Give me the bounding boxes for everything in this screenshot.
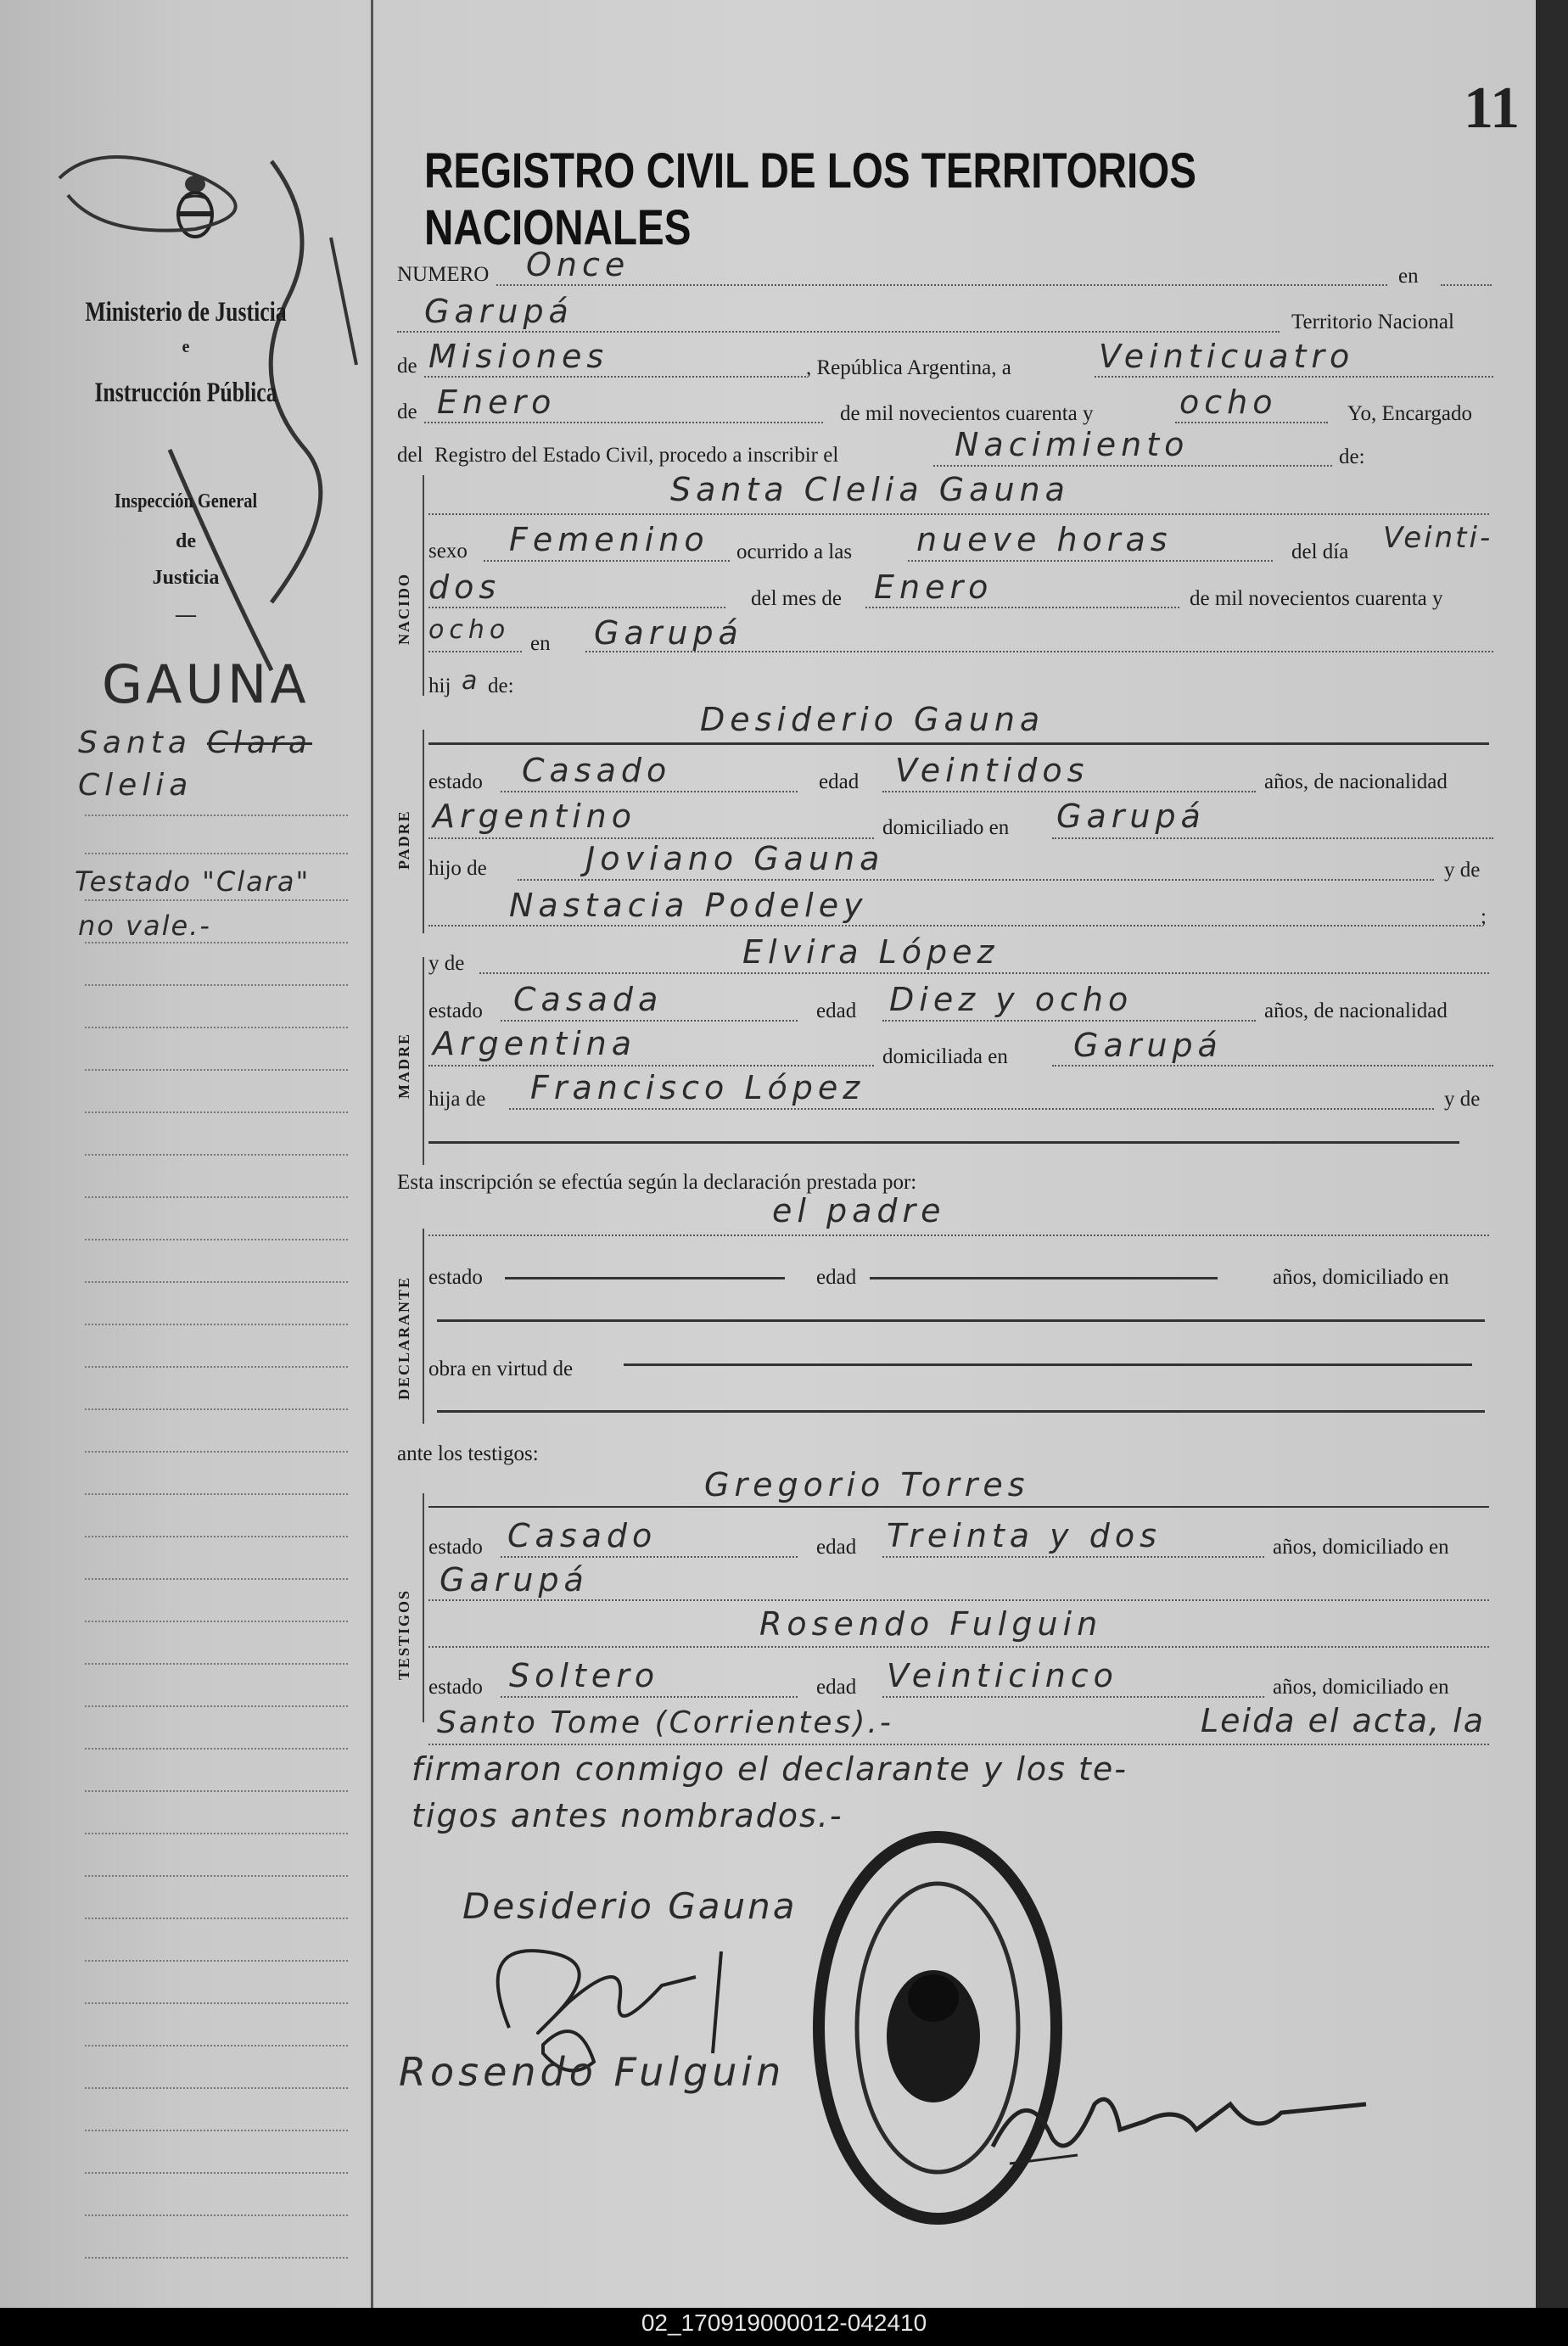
value-anio-registro: ocho bbox=[1179, 384, 1278, 421]
label-estado-t1: estado bbox=[428, 1536, 483, 1559]
value-acto: Nacimiento bbox=[955, 426, 1190, 463]
label-anos-dom-decl: años, domiciliado en bbox=[1273, 1266, 1449, 1289]
document-title: REGISTRO CIVIL DE LOS TERRITORIOS NACIONALES bbox=[424, 143, 1196, 255]
margin-note-1: Testado "Clara" bbox=[75, 865, 311, 898]
label-ocurrido: ocurrido a las bbox=[736, 540, 853, 563]
value-hora: nueve horas bbox=[916, 521, 1173, 558]
signature-encargado bbox=[976, 2070, 1383, 2172]
label-hija-de: hija de bbox=[428, 1088, 486, 1111]
label-anos-dom-t2: años, domiciliado en bbox=[1273, 1676, 1449, 1699]
value-anio-nac: ocho bbox=[428, 615, 511, 645]
margin-given-1: Santa bbox=[78, 725, 192, 760]
label-registro: Registro del Estado Civil, procedo a inscribir el bbox=[434, 444, 839, 467]
madre-padre: Francisco López bbox=[530, 1069, 865, 1106]
label-declaracion: Esta inscripción se efectúa según la declaración prestada por: bbox=[397, 1171, 917, 1194]
label-en: en bbox=[1398, 265, 1419, 288]
label-y-de-padre: y de bbox=[1444, 859, 1481, 882]
label-domiciliado-padre: domiciliado en bbox=[882, 816, 1010, 839]
padre-estado: Casado bbox=[522, 752, 672, 789]
label-edad-decl: edad bbox=[816, 1266, 857, 1289]
margin-given-2: Clelia bbox=[78, 768, 193, 803]
label-de-mil-2: de mil novecientos cuarenta y bbox=[1190, 587, 1443, 610]
label-yo-encargado: Yo, Encargado bbox=[1347, 402, 1472, 425]
testigo2-estado: Soltero bbox=[509, 1657, 660, 1694]
side-label-declarante: DECLARANTE bbox=[395, 1275, 412, 1400]
testigo1-nombre: Gregorio Torres bbox=[704, 1466, 1030, 1503]
label-estado-t2: estado bbox=[428, 1676, 483, 1699]
testigo2-nombre: Rosendo Fulguin bbox=[759, 1605, 1103, 1643]
value-mes-nac: Enero bbox=[874, 568, 994, 606]
inspection-dash: — bbox=[176, 604, 196, 626]
lectura-line-2: firmaron conmigo el declarante y los te- bbox=[412, 1750, 1128, 1788]
label-de-mil: de mil novecientos cuarenta y bbox=[840, 402, 1094, 425]
label-edad-madre: edad bbox=[816, 999, 857, 1022]
side-label-testigos: TESTIGOS bbox=[395, 1588, 412, 1680]
margin-divider bbox=[371, 0, 373, 2308]
ministry-line-2: Instrucción Pública bbox=[94, 378, 277, 408]
label-anos-nac-padre: años, de nacionalidad bbox=[1264, 770, 1448, 793]
madre-nombre: Elvira López bbox=[742, 933, 1000, 971]
padre-madre: Nastacia Podeley bbox=[509, 887, 868, 924]
value-territorio: Misiones bbox=[428, 338, 609, 375]
label-y-de-madre: y de bbox=[428, 952, 465, 975]
testigo2-domicilio: Santo Tome (Corrientes).- bbox=[437, 1705, 893, 1740]
value-numero: Once bbox=[526, 246, 630, 283]
madre-edad: Diez y ocho bbox=[889, 981, 1134, 1018]
lectura-line-3: tigos antes nombrados.- bbox=[412, 1797, 843, 1834]
value-dia-nac-1: Veinti- bbox=[1383, 521, 1493, 555]
label-republica: , República Argentina, a bbox=[806, 356, 1011, 379]
label-anos-dom-t1: años, domiciliado en bbox=[1273, 1536, 1449, 1559]
madre-domicilio: Garupá bbox=[1073, 1027, 1223, 1064]
value-mes-registro: Enero bbox=[437, 384, 557, 421]
value-nombre: Santa Clelia Gauna bbox=[670, 471, 1070, 508]
label-anos-nac-madre: años, de nacionalidad bbox=[1264, 999, 1448, 1022]
padre-nacionalidad: Argentino bbox=[433, 798, 636, 835]
testigo2-edad: Veinticinco bbox=[887, 1657, 1118, 1694]
label-del-mes: del mes de bbox=[751, 587, 842, 610]
padre-padre: Joviano Gauna bbox=[585, 840, 885, 877]
label-obra-virtud: obra en virtud de bbox=[428, 1358, 574, 1380]
label-de-colon: de: bbox=[1339, 445, 1365, 468]
testigo1-domicilio: Garupá bbox=[440, 1561, 589, 1599]
page-right-edge bbox=[1536, 0, 1568, 2308]
label-de-1: de bbox=[397, 355, 417, 378]
folio-number: 11 bbox=[1464, 76, 1520, 141]
testigo1-edad: Treinta y dos bbox=[887, 1517, 1162, 1554]
padre-edad: Veintidos bbox=[895, 752, 1089, 789]
label-en-nac: en bbox=[530, 632, 551, 655]
label-edad-padre: edad bbox=[819, 770, 860, 793]
side-label-madre: MADRE bbox=[395, 1033, 412, 1099]
label-y-de-madre-2: y de bbox=[1444, 1088, 1481, 1111]
margin-given-struck: Clara bbox=[206, 725, 312, 760]
margin-note-2: no vale.- bbox=[78, 910, 211, 942]
label-semicolon: ; bbox=[1481, 905, 1487, 928]
ministry-e: e bbox=[182, 338, 190, 356]
value-sexo: Femenino bbox=[509, 521, 709, 558]
label-sexo: sexo bbox=[428, 540, 468, 563]
label-edad-t1: edad bbox=[816, 1536, 857, 1559]
value-hij-suffix: a bbox=[462, 666, 483, 696]
madre-estado: Casada bbox=[513, 981, 664, 1018]
label-numero: NUMERO bbox=[397, 263, 490, 286]
padre-nombre: Desiderio Gauna bbox=[700, 701, 1045, 738]
label-edad-t2: edad bbox=[816, 1676, 857, 1699]
label-estado-decl: estado bbox=[428, 1266, 483, 1289]
label-hijo-de: hijo de bbox=[428, 857, 487, 880]
signature-rosendo: Rosendo Fulguin bbox=[399, 2049, 786, 2095]
label-hij: hij bbox=[428, 675, 451, 697]
inspection-line-2: Justicia bbox=[152, 567, 220, 589]
madre-nacionalidad: Argentina bbox=[433, 1025, 637, 1062]
label-del: del bbox=[397, 444, 423, 467]
footer-code: 02_170919000012-042410 bbox=[641, 2310, 927, 2336]
label-del-dia: del día bbox=[1291, 540, 1349, 563]
label-domiciliada: domiciliada en bbox=[882, 1045, 1008, 1068]
label-estado-madre: estado bbox=[428, 999, 483, 1022]
label-estado-padre: estado bbox=[428, 770, 483, 793]
label-hij-de: de: bbox=[488, 675, 514, 697]
label-de-2: de bbox=[397, 400, 417, 423]
ministry-line-1: Ministerio de Justicia bbox=[85, 297, 287, 328]
testigo1-estado: Casado bbox=[507, 1517, 658, 1554]
margin-column bbox=[0, 0, 372, 2308]
label-territorio: Territorio Nacional bbox=[1291, 311, 1454, 333]
value-dia-registro: Veinticuatro bbox=[1099, 338, 1355, 375]
margin-pen-stroke bbox=[51, 127, 373, 738]
side-label-nacido: NACIDO bbox=[395, 572, 412, 645]
value-lugar-nac: Garupá bbox=[594, 614, 743, 652]
margin-given-names bbox=[78, 725, 312, 760]
inspection-de: de bbox=[176, 530, 196, 552]
declarante-quien: el padre bbox=[772, 1192, 946, 1229]
padre-domicilio: Garupá bbox=[1056, 798, 1206, 835]
side-label-padre: PADRE bbox=[395, 809, 412, 870]
value-lugar: Garupá bbox=[424, 293, 574, 330]
value-dia-nac-2: dos bbox=[428, 568, 501, 606]
signature-desiderio: Desiderio Gauna bbox=[462, 1885, 798, 1927]
label-ante-testigos: ante los testigos: bbox=[397, 1442, 539, 1465]
lectura-line-1: Leida el acta, la bbox=[1201, 1702, 1485, 1739]
margin-surname: GAUNA bbox=[102, 653, 310, 715]
inspection-line-1: Inspección General bbox=[114, 490, 258, 512]
